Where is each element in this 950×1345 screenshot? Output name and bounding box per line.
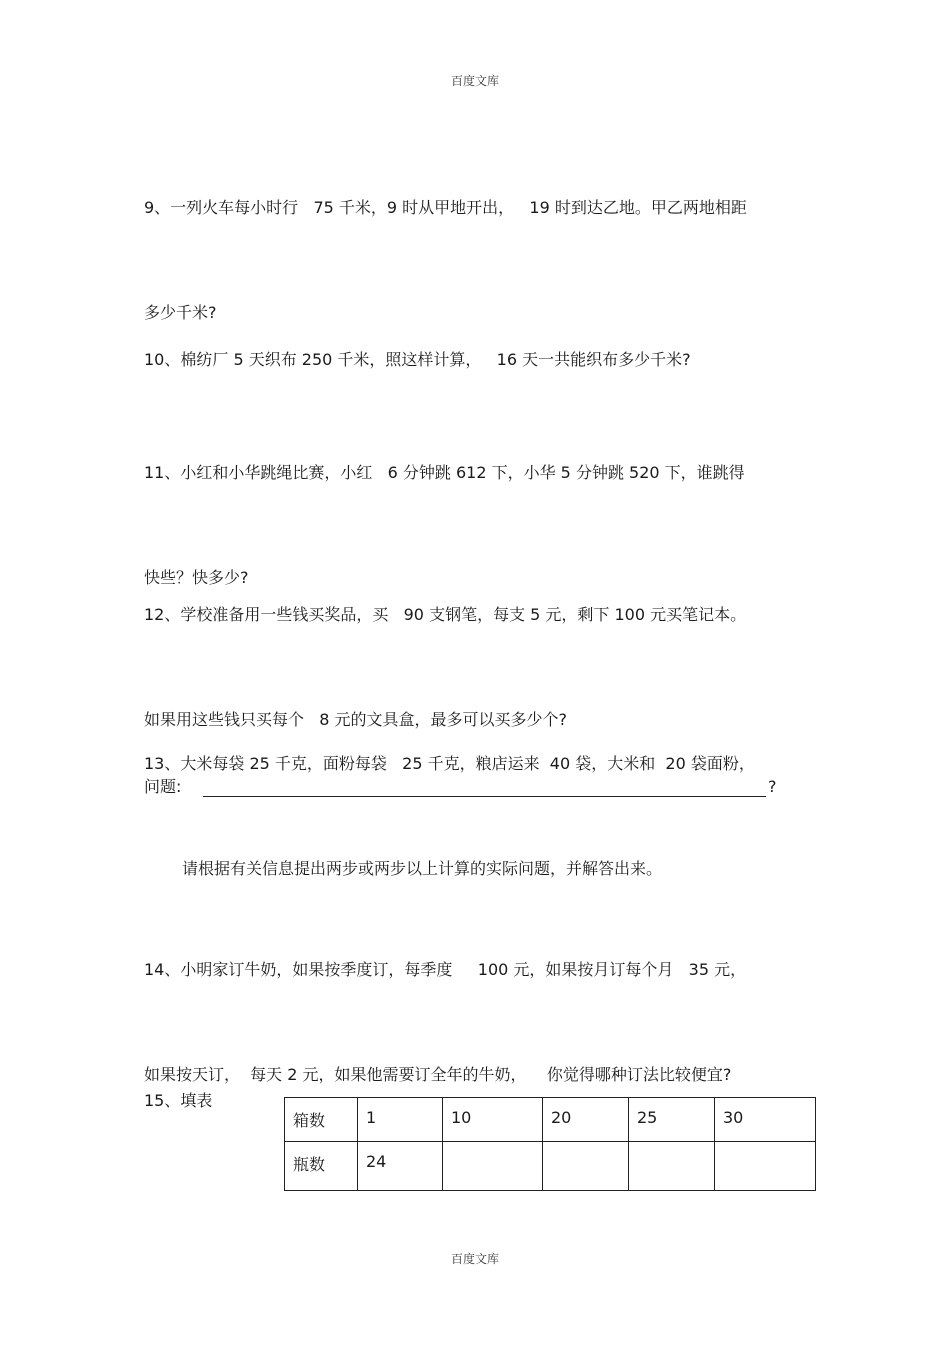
question-10-line-1: 10、棉纺厂 5 天织布 250 千米，照这样计算， 16 天一共能织布多少千米?: [144, 350, 691, 369]
table-cell: 24: [358, 1142, 443, 1191]
table-cell: 20: [543, 1098, 629, 1142]
table-cell: 1: [358, 1098, 443, 1142]
question-12-line-1: 12、学校准备用一些钱买奖品，买 90 支钢笔，每支 5 元，剩下 100 元买笔记本。: [144, 605, 747, 624]
table-cell-blank[interactable]: [443, 1142, 543, 1191]
table-cell-blank[interactable]: [715, 1142, 816, 1191]
table-cell-blank[interactable]: [543, 1142, 629, 1191]
question-9-line-2: 多少千米?: [144, 303, 217, 322]
table-cell: 30: [715, 1098, 816, 1142]
question-14: [144, 882, 824, 1127]
table-cell: 25: [629, 1098, 715, 1142]
question-14-line-1: 14、小明家订牛奶，如果按季度订，每季度 100 元，如果按月订每个月 35 元，: [144, 960, 747, 979]
question-13-line-1: 13、大米每袋 25 千克，面粉每袋 25 千克，粮店运来 40 袋，大米和 20 袋面粉，: [144, 754, 755, 773]
question-11-line-1: 11、小红和小华跳绳比赛，小红 6 分钟跳 612 下，小华 5 分钟跳 520 下，谁跳得: [144, 463, 745, 482]
question-13-line-2: 请根据有关信息提出两步或两步以上计算的实际问题，并解答出来。: [182, 859, 663, 878]
table-cell: 10: [443, 1098, 543, 1142]
question-14-line-2: 如果按天订， 每天 2 元，如果他需要订全年的牛奶， 你觉得哪种订法比较便宜?: [144, 1065, 732, 1084]
page-footer: 百度文库: [450, 1252, 499, 1266]
table-row: [285, 1098, 816, 1142]
question-15-label: 15、填表: [144, 1091, 213, 1110]
question-12-line-2: 如果用这些钱只买每个 8 元的文具盒，最多可以买多少个?: [144, 710, 568, 729]
page-header: 百度文库: [450, 74, 499, 88]
fill-table: [284, 1097, 816, 1191]
table-cell: 箱数: [285, 1098, 358, 1142]
question-11-line-2: 快些？快多少?: [144, 568, 249, 587]
table-cell: 瓶数: [285, 1142, 358, 1191]
question-9-line-1: 9、一列火车每小时行 75 千米，9 时从甲地开出， 19 时到达乙地。甲乙两地相距: [144, 198, 747, 217]
table-row: [285, 1142, 816, 1191]
question-13-answer-end: ?: [768, 777, 777, 796]
question-13-answer-label: 问题:: [144, 777, 182, 796]
question-13-answer-line[interactable]: [203, 796, 766, 797]
table-cell-blank[interactable]: [629, 1142, 715, 1191]
